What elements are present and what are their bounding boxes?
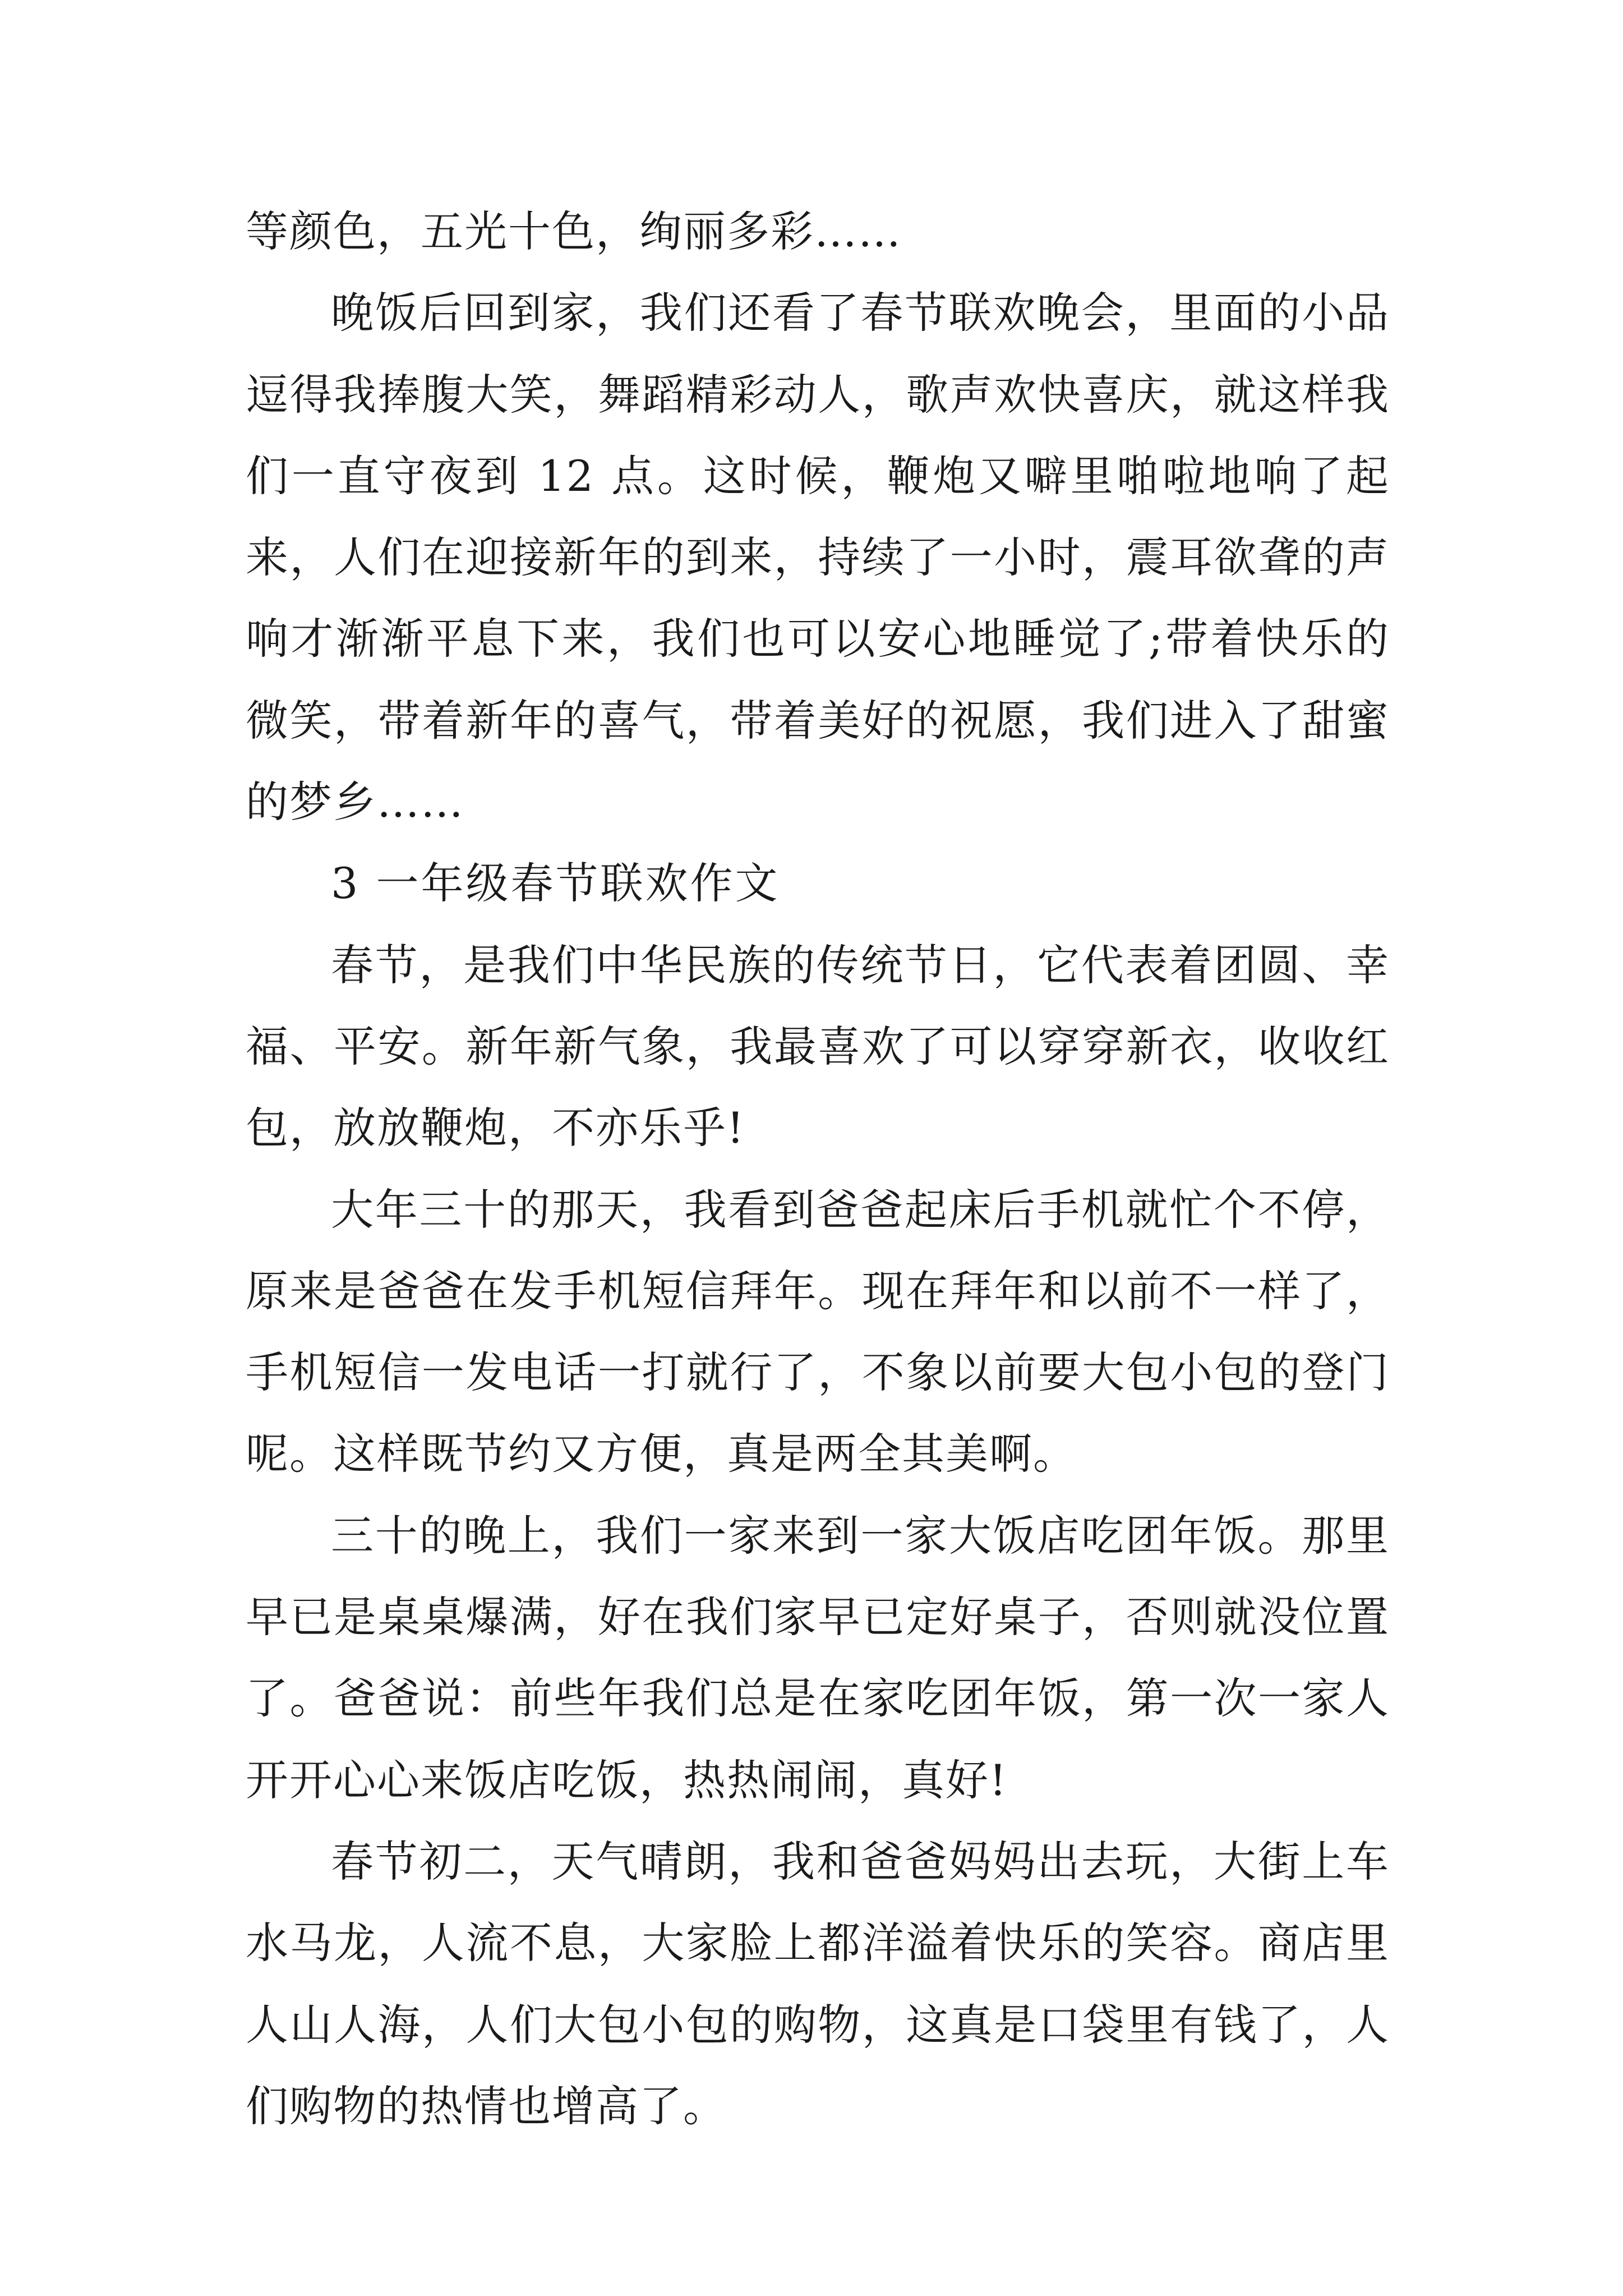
paragraph: 春节，是我们中华民族的传统节日，它代表着团圆、幸福、平安。新年新气象，我最喜欢了可以穿穿新衣，收收红包，放放鞭炮，不亦乐乎!: [246, 940, 1390, 1153]
essay-body: [246, 191, 1390, 2147]
paragraph: 三十的晚上，我们一家来到一家大饭店吃团年饭。那里早已是桌桌爆满，好在我们家早已定好桌子，否则就没位置了。爸爸说：前些年我们总是在家吃团年饭，第一次一家人开开心心来饭店吃饭，热热闹闹，真好!: [246, 1510, 1390, 1805]
paragraph: 晚饭后回到家，我们还看了春节联欢晚会，里面的小品逗得我捧腹大笑，舞蹈精彩动人，歌声欢快喜庆，就这样我们一直守夜到 12 点。这时候，鞭炮又噼里啪啦地响了起来，人们在迎接新年的到来，持续了一小时，震耳欲聋的声响才渐渐平息下来，我们也可以安心地睡觉了;带着快乐的微笑，带着新年的喜气，带着美好的祝愿，我们进入了甜蜜的梦乡……: [246, 288, 1390, 827]
paragraph: 春节初二，天气晴朗，我和爸爸妈妈出去玩，大街上车水马龙，人流不息，大家脸上都洋溢着快乐的笑容。商店里人山人海，人们大包小包的购物，这真是口袋里有钱了，人们购物的热情也增高了。: [246, 1836, 1390, 2131]
paragraph-continuation: 等颜色，五光十色，绚丽多彩……: [246, 206, 902, 256]
paragraph: 大年三十的那天，我看到爸爸起床后手机就忙个不停，原来是爸爸在发手机短信拜年。现在拜年和以前不一样了，手机短信一发电话一打就行了，不象以前要大包小包的登门呢。这样既节约又方便，真是两全其美啊。: [246, 1184, 1390, 1479]
section-heading: 3 一年级春节联欢作文: [331, 858, 780, 909]
